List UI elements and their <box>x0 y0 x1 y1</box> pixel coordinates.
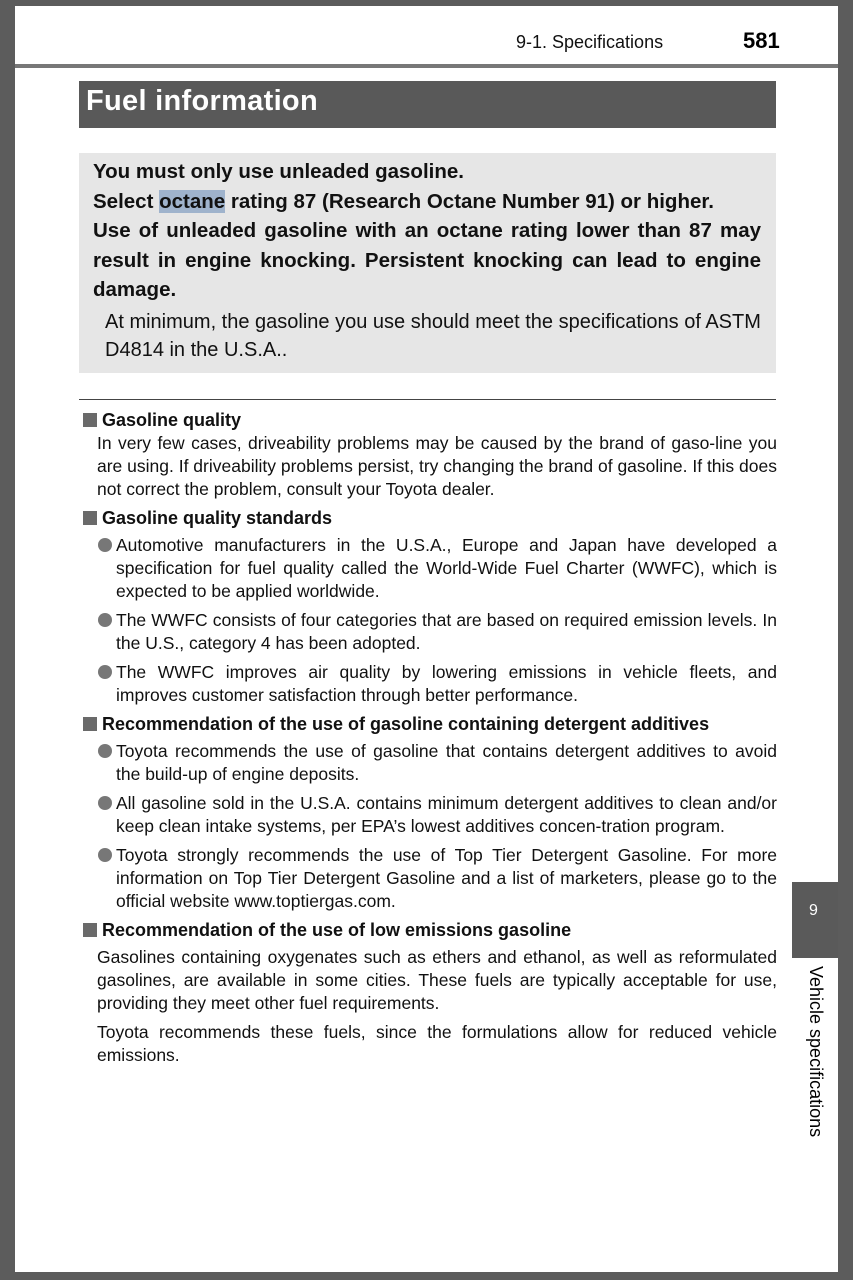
circle-bullet-icon <box>98 665 112 679</box>
highlighted-word[interactable]: octane <box>159 189 226 213</box>
heading-text: Gasoline quality standards <box>102 508 333 528</box>
list-item <box>97 844 777 913</box>
list-item-text: All gasoline sold in the U.S.A. contains minimum detergent additives to clean and/or keep clean intake systems, per EPA’s lowest additives concen-tration program. <box>116 793 777 836</box>
list-item <box>97 740 777 786</box>
list-item-text: Toyota recommends the use of gasoline that contains detergent additives to avoid the build-up of engine deposits. <box>116 741 777 784</box>
page-number: 581 <box>743 28 780 53</box>
square-bullet-icon <box>83 717 97 731</box>
circle-bullet-icon <box>98 848 112 862</box>
circle-bullet-icon <box>98 796 112 810</box>
title-bar <box>79 81 776 128</box>
list-item <box>97 792 777 838</box>
heading-text: Recommendation of the use of low emissions gasoline <box>102 920 572 940</box>
square-bullet-icon <box>83 413 97 427</box>
list-item-text: Toyota strongly recommends the use of Top Tier Detergent Gasoline. For more information on Top Tier Detergent Gasoline and a list of marketers, please go to the official website www.toptiergas.com. <box>116 845 777 911</box>
circle-bullet-icon <box>98 744 112 758</box>
content-body <box>79 409 777 1067</box>
chapter-tab[interactable] <box>792 882 838 958</box>
paragraph: Gasolines containing oxygenates such as ethers and ethanol, as well as reformulated gasolines, are available in some cities. These fuels are typically acceptable for use, providing they meet other fuel requirements. <box>97 947 777 1013</box>
list-item-text: The WWFC consists of four categories that are based on required emission levels. In the U.S., category 4 has been adopted. <box>116 610 777 653</box>
warning-note: At minimum, the gasoline you use should meet the specifications of ASTM D4814 in the U.S.A.. <box>105 311 761 361</box>
warning-rest: Use of unleaded gasoline with an octane rating lower than 87 may result in engine knocking. Persistent knocking can lead to engine damage. <box>93 219 761 301</box>
warning-line-2 <box>93 187 761 217</box>
warning-box <box>79 153 776 373</box>
page-title: Fuel information <box>86 85 318 117</box>
paragraph: In very few cases, driveability problems may be caused by the brand of gaso-line you are using. If driveability problems persist, try changing the brand of gasoline. If this does not correct the problem, consult your Toyota dealer. <box>97 433 777 499</box>
section-heading <box>79 919 777 942</box>
section-reference: 9-1. Specifications <box>516 32 664 52</box>
section-heading <box>79 507 777 530</box>
list-item <box>97 534 777 603</box>
list-item <box>97 661 777 707</box>
manual-page <box>15 6 838 1272</box>
chapter-tab-number: 9 <box>809 902 818 919</box>
paragraph: Toyota recommends these fuels, since the formulations allow for reduced vehicle emissions. <box>97 1022 777 1065</box>
list-item <box>97 609 777 655</box>
circle-bullet-icon <box>98 613 112 627</box>
list-item-text: The WWFC improves air quality by lowering emissions in vehicle fleets, and improves customer satisfaction through better performance. <box>116 662 777 705</box>
square-bullet-icon <box>83 923 97 937</box>
circle-bullet-icon <box>98 538 112 552</box>
warning-line-2-post: rating 87 (Research Octane Number 91) or higher. <box>225 189 714 213</box>
warning-line-2-pre: Select <box>93 189 160 213</box>
chapter-tab-label: Vehicle specifications <box>806 966 826 1138</box>
warning-bold-text <box>93 157 761 305</box>
square-bullet-icon <box>83 511 97 525</box>
heading-text: Recommendation of the use of gasoline containing detergent additives <box>102 714 710 734</box>
section-divider <box>79 399 776 400</box>
warning-line-1: You must only use unleaded gasoline. <box>93 160 464 183</box>
list-item-text: Automotive manufacturers in the U.S.A., Europe and Japan have developed a specification for fuel quality called the World-Wide Fuel Charter (WWFC), which is expected to be applied worldwide. <box>116 535 777 601</box>
heading-text: Gasoline quality <box>102 410 242 430</box>
section-heading <box>79 409 777 432</box>
section-heading <box>79 713 777 736</box>
header-rule <box>15 64 838 68</box>
